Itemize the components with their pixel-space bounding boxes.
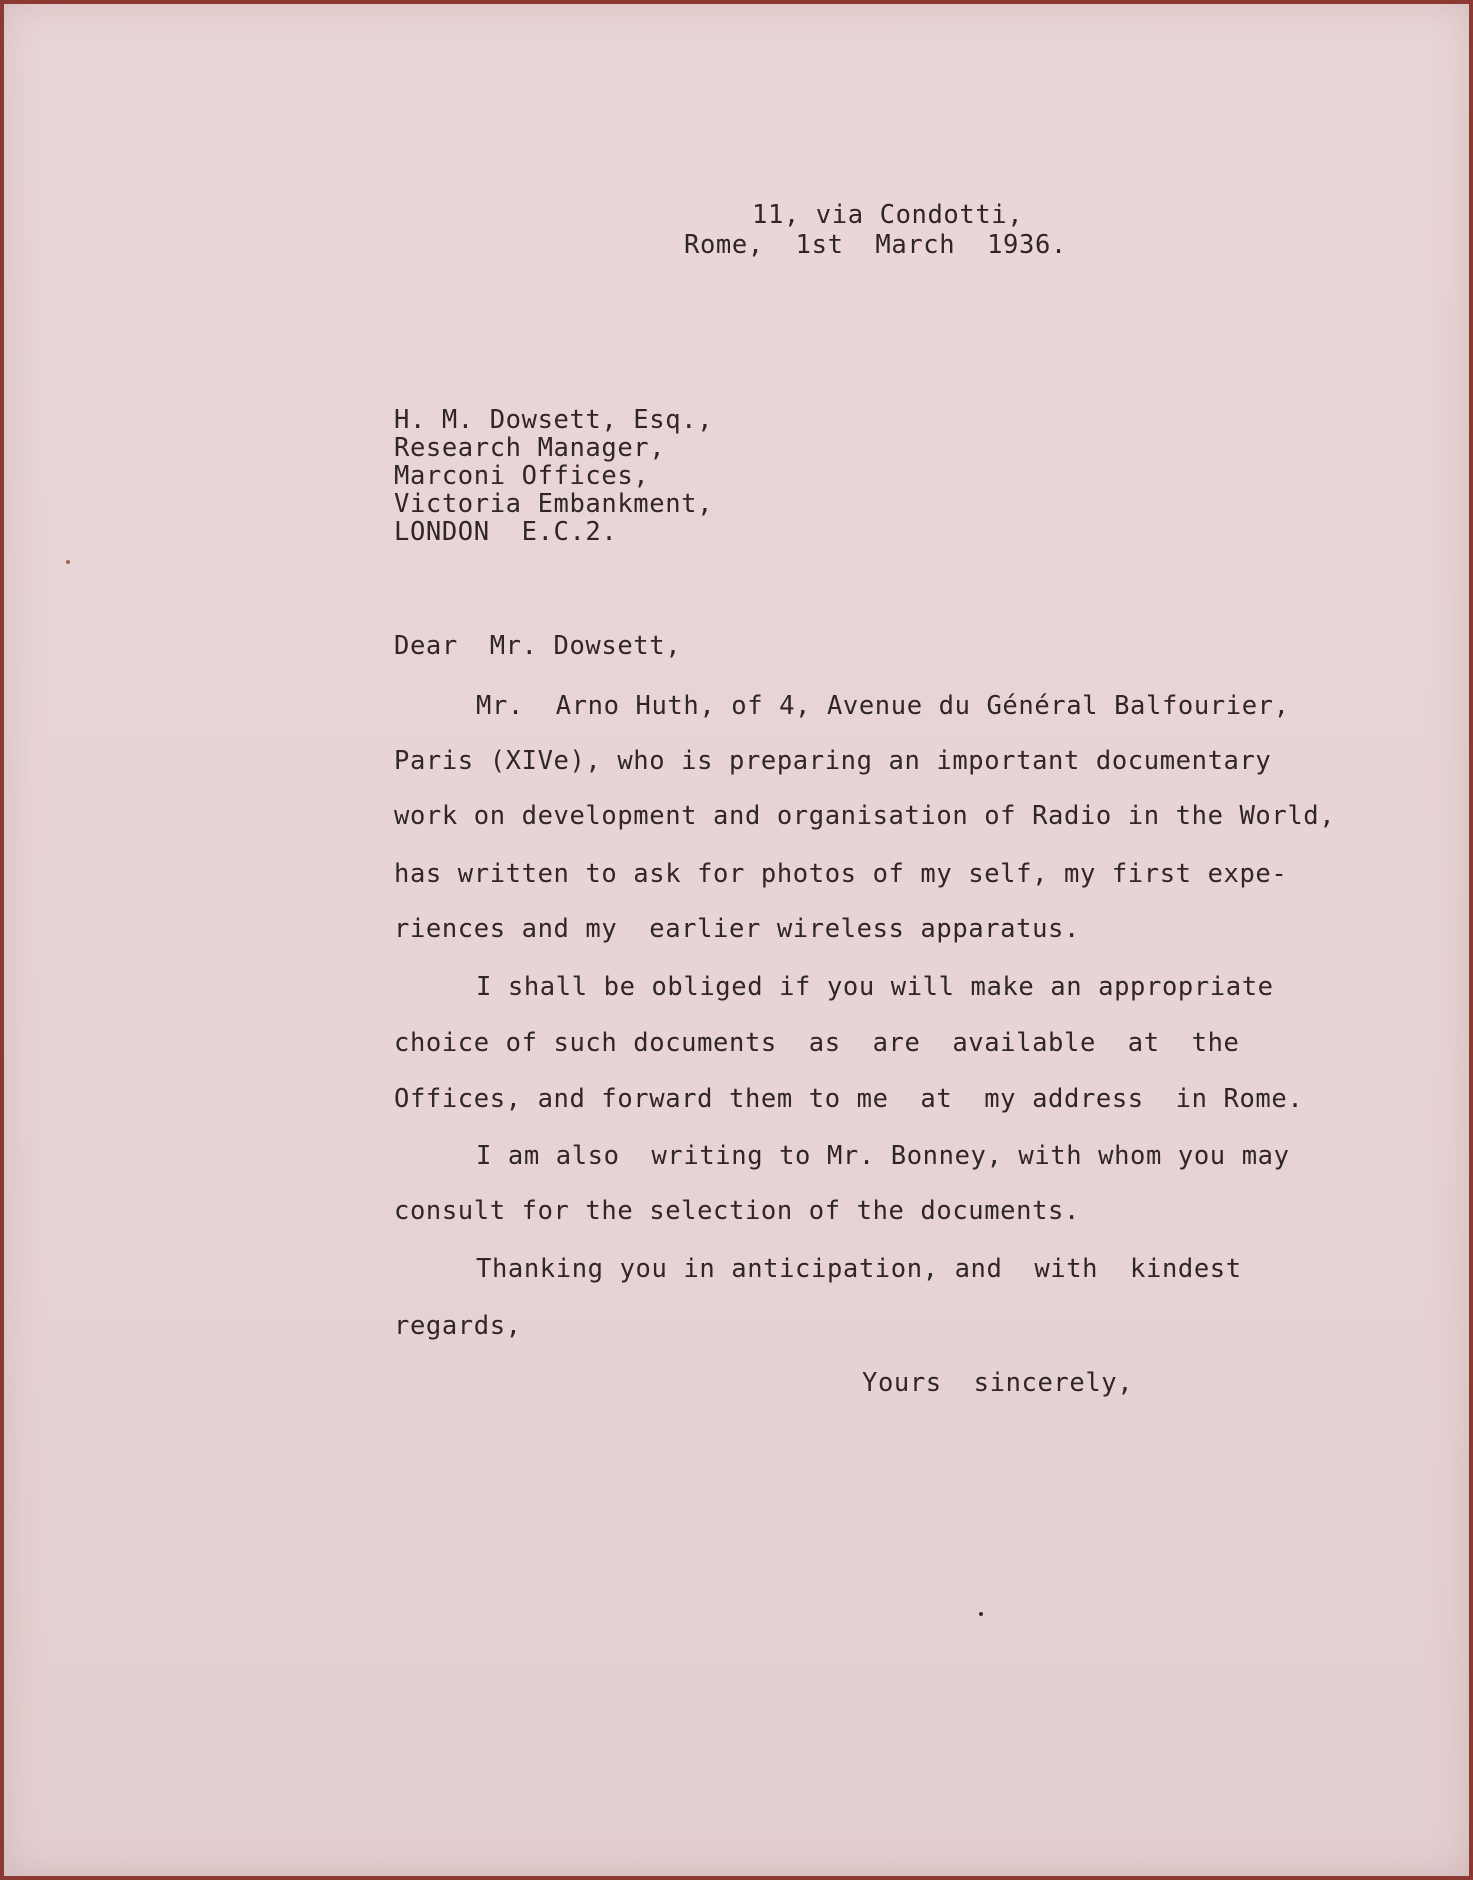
recipient-title: Research Manager, <box>394 433 666 463</box>
recipient-organisation: Marconi Offices, <box>394 461 650 491</box>
body-line: regards, <box>394 1311 522 1341</box>
closing: Yours sincerely, <box>862 1368 1134 1398</box>
body-line: Offices, and forward them to me at my address in Rome. <box>394 1084 1304 1114</box>
body-line: consult for the selection of the documents. <box>394 1196 1080 1226</box>
body-line: Paris (XIVe), who is preparing an important documentary <box>394 746 1272 776</box>
paper-speck <box>979 1612 983 1616</box>
sender-date-line: Rome, 1st March 1936. <box>684 230 1067 260</box>
body-line: I am also writing to Mr. Bonney, with whom you may <box>476 1141 1290 1171</box>
recipient-name: H. M. Dowsett, Esq., <box>394 405 714 435</box>
sender-address-line-1: 11, via Condotti, <box>752 200 1024 230</box>
body-line: riences and my earlier wireless apparatus. <box>394 914 1080 944</box>
body-line: work on development and organisation of Radio in the World, <box>394 801 1336 831</box>
body-line: Thanking you in anticipation, and with kindest <box>476 1254 1242 1284</box>
paper-speck <box>66 560 70 564</box>
body-line: has written to ask for photos of my self, my first expe- <box>394 859 1288 889</box>
recipient-street: Victoria Embankment, <box>394 489 714 519</box>
body-line: choice of such documents as are available at the <box>394 1028 1240 1058</box>
recipient-city: LONDON E.C.2. <box>394 517 618 547</box>
salutation: Dear Mr. Dowsett, <box>394 631 682 661</box>
body-line: Mr. Arno Huth, of 4, Avenue du Général Balfourier, <box>476 691 1290 721</box>
letter-page <box>4 4 1469 1876</box>
body-line: I shall be obliged if you will make an appropriate <box>476 972 1274 1002</box>
